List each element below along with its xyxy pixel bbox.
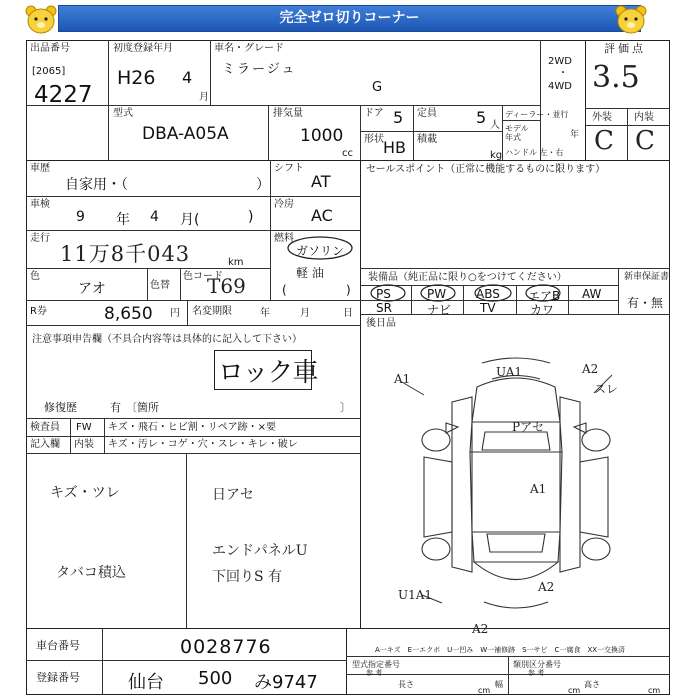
width-label: 幅 — [495, 680, 503, 689]
equipment-label: 装備品（純正品に限り○をつけてください） — [368, 272, 567, 283]
repair-place: 〔箇所 — [126, 401, 159, 414]
inspector-note-3: エンドパネルU — [212, 543, 308, 559]
first-registration-year: H26 — [117, 67, 156, 89]
diagram-mark-a2-top-right: A2 — [582, 362, 599, 376]
diagram-mark-a1-top-left: A1 — [394, 372, 411, 386]
inspector-label-2: 記入欄 — [30, 439, 60, 450]
sales-point-label: セールスポイント（正常に機能するものに限ります） — [366, 164, 606, 175]
exterior-grade: C — [594, 126, 614, 156]
equipment-leather: カワ — [530, 303, 555, 317]
height-unit: cm — [648, 686, 661, 695]
car-name: ミラージュ — [222, 62, 297, 77]
diagram-mark-paint: Pアセ — [512, 420, 544, 434]
inspector-note-4: 下回りS 有 — [212, 569, 283, 585]
name-change-label: 名変期限 — [192, 306, 232, 317]
inspector-interior-head: 内装 — [74, 439, 94, 450]
equipment-circles — [368, 283, 568, 303]
equipment-ps: PS — [376, 287, 391, 301]
equipment-aw: AW — [582, 287, 602, 301]
inspector-interior-row: キズ・汚レ・コゲ・穴・スレ・キレ・破レ — [108, 439, 298, 450]
ac-label: 冷房 — [274, 199, 294, 210]
lot-sub: [2065] — [32, 66, 66, 77]
name-change-year: 年 — [260, 308, 270, 319]
diagram-mark-scuff: スレ — [594, 382, 619, 396]
frame-number-value: 0028776 — [180, 636, 272, 658]
displacement-value: 1000 — [300, 126, 344, 146]
car-grade: G — [372, 80, 383, 95]
history-label: 車歴 — [30, 163, 50, 174]
inspection-label: 車検 — [30, 199, 50, 210]
type-cert-label: 型式指定番号 — [352, 660, 400, 669]
drive-4wd: 4WD — [548, 81, 572, 92]
color-code: T69 — [207, 274, 246, 298]
shape-value: HB — [383, 138, 407, 157]
declaration-label: 注意事項申告欄（不具合内容等は具体的に記入して下さい） — [32, 334, 302, 345]
dealer-label: ディーラー・並行 — [505, 110, 569, 119]
mileage-value: 11万8千043 — [60, 242, 191, 266]
warranty-value: 有・無 — [627, 296, 664, 310]
inspector-fw-head: FW — [76, 422, 92, 433]
fuel-gasoline: ガソリン — [296, 244, 345, 258]
lot-label: 出品番号 — [30, 43, 70, 54]
length-unit: cm — [478, 686, 491, 695]
equipment-navi: ナビ — [427, 303, 452, 317]
length-label: 長さ — [398, 680, 414, 689]
equipment-abs: ABS — [476, 287, 500, 301]
equipment-pw: PW — [427, 287, 447, 301]
diagram-mark-ua1: UA1 — [496, 365, 523, 379]
color-code-label: 色コード — [183, 271, 223, 282]
reserve-unit: 円 — [170, 308, 180, 319]
interior-grade: C — [635, 126, 655, 156]
history-close: ） — [256, 177, 270, 193]
car-name-label: 車名・グレード — [214, 43, 284, 54]
diagram-mark-u1a1: U1A1 — [398, 588, 433, 602]
registration-class: 500 — [198, 668, 233, 689]
name-change-month: 月 — [300, 308, 310, 319]
reserve-value: 8,650 — [104, 304, 153, 324]
bear-mascot-icon — [22, 3, 60, 37]
color-change-label: 色替 — [150, 280, 170, 291]
aftermarket-label: 後日品 — [366, 318, 396, 329]
displacement-label: 排気量 — [273, 108, 303, 119]
shape-label: 形状 — [364, 134, 384, 145]
class-cert-label: 類別区分番号 — [513, 660, 561, 669]
inspection-month-unit: 月( — [180, 212, 200, 228]
interior-label: 内装 — [634, 112, 654, 123]
model-year-label: モデル年式 — [505, 124, 529, 142]
model-label: 型式 — [113, 108, 133, 119]
shift-value: AT — [311, 172, 331, 191]
capacity-label: 定員 — [417, 108, 437, 119]
repair-label: 修復歴 — [44, 401, 77, 414]
ac-value: AC — [311, 206, 333, 225]
diagram-mark-a2-rear: A2 — [538, 580, 555, 594]
first-registration-month: 4 — [182, 68, 193, 87]
fuel-label: 燃料 — [274, 233, 294, 244]
bear-mascot-icon — [612, 3, 650, 37]
warranty-label: 新車保証書 — [624, 272, 670, 282]
drive-separator: ・ — [558, 68, 568, 79]
doors-label: ドア — [364, 108, 384, 119]
inspection-year: 9 — [76, 209, 85, 225]
history-value: 自家用・（ — [65, 177, 128, 193]
drive-2wd: 2WD — [548, 56, 572, 67]
inspection-close: ) — [248, 209, 254, 225]
mileage-unit: km — [228, 257, 244, 268]
fuel-paren-open: ( — [282, 283, 287, 297]
repair-close: 〕 — [340, 401, 351, 414]
inspection-year-unit: 年 — [116, 212, 130, 228]
inspector-note-1: キズ・ツレ — [50, 485, 120, 501]
handle-label: ハンドル 左・右 — [505, 148, 564, 157]
lock-note: ロック車 — [218, 358, 318, 388]
equipment-airbag: エアB — [528, 289, 561, 303]
banner-title: 完全ゼロ切りコーナー — [58, 5, 641, 32]
load-label: 積載 — [417, 134, 437, 145]
model-year-unit: 年 — [570, 130, 580, 140]
registration-region: 仙台 — [128, 672, 164, 693]
displacement-unit: cc — [342, 148, 353, 159]
registration-label: 登録番号 — [36, 671, 80, 684]
gasoline-circle — [285, 234, 355, 262]
rating-label: 評価点 — [604, 42, 646, 55]
fuel-paren-close: ) — [346, 283, 351, 297]
first-registration-label: 初度登録年月 — [113, 43, 173, 54]
equipment-sr: SR — [376, 301, 392, 315]
inspector-note-5: タバコ積込 — [56, 565, 126, 581]
height-label: 高さ — [584, 680, 600, 689]
registration-number: み9747 — [254, 672, 318, 693]
exterior-label: 外装 — [592, 112, 612, 123]
inspector-fw-row: キズ・飛石・ヒビ割・リペア跡・×要 — [108, 422, 276, 433]
equipment-tv: TV — [480, 301, 496, 315]
width-unit: cm — [568, 686, 581, 695]
load-unit: kg — [490, 150, 503, 161]
color-value: アオ — [78, 281, 106, 297]
inspector-label-1: 検査員 — [30, 422, 60, 433]
model-value: DBA-A05A — [142, 124, 229, 144]
type-cert-ref-1: 参 考 — [366, 669, 383, 677]
name-change-day: 日 — [343, 308, 353, 319]
diagram-mark-a2-bottom: A2 — [472, 622, 489, 636]
capacity-unit: 人 — [490, 120, 500, 131]
repair-value: 有 — [110, 401, 121, 414]
frame-number-label: 車台番号 — [36, 639, 80, 652]
mileage-label: 走行 — [30, 233, 50, 244]
shift-label: シフト — [274, 163, 304, 174]
fuel-diesel: 軽 油 — [296, 266, 324, 280]
inspection-month: 4 — [150, 209, 159, 225]
diagram-mark-a1-roof: A1 — [530, 482, 547, 496]
reserve-label: R券 — [30, 306, 47, 317]
capacity-value: 5 — [476, 108, 487, 127]
class-cert-ref: 参 考 — [528, 669, 545, 677]
color-label: 色 — [30, 271, 40, 282]
first-registration-month-unit: 月 — [199, 92, 209, 103]
damage-legend: A一キズ E一エクボ U一凹み W一補修跡 S一サビ C一腐食 XX一交換済 — [375, 646, 626, 654]
inspector-note-2: 日アセ — [212, 487, 254, 503]
lot-number: 4227 — [34, 82, 93, 108]
doors-value: 5 — [393, 108, 404, 127]
rating-score: 3.5 — [592, 60, 640, 95]
